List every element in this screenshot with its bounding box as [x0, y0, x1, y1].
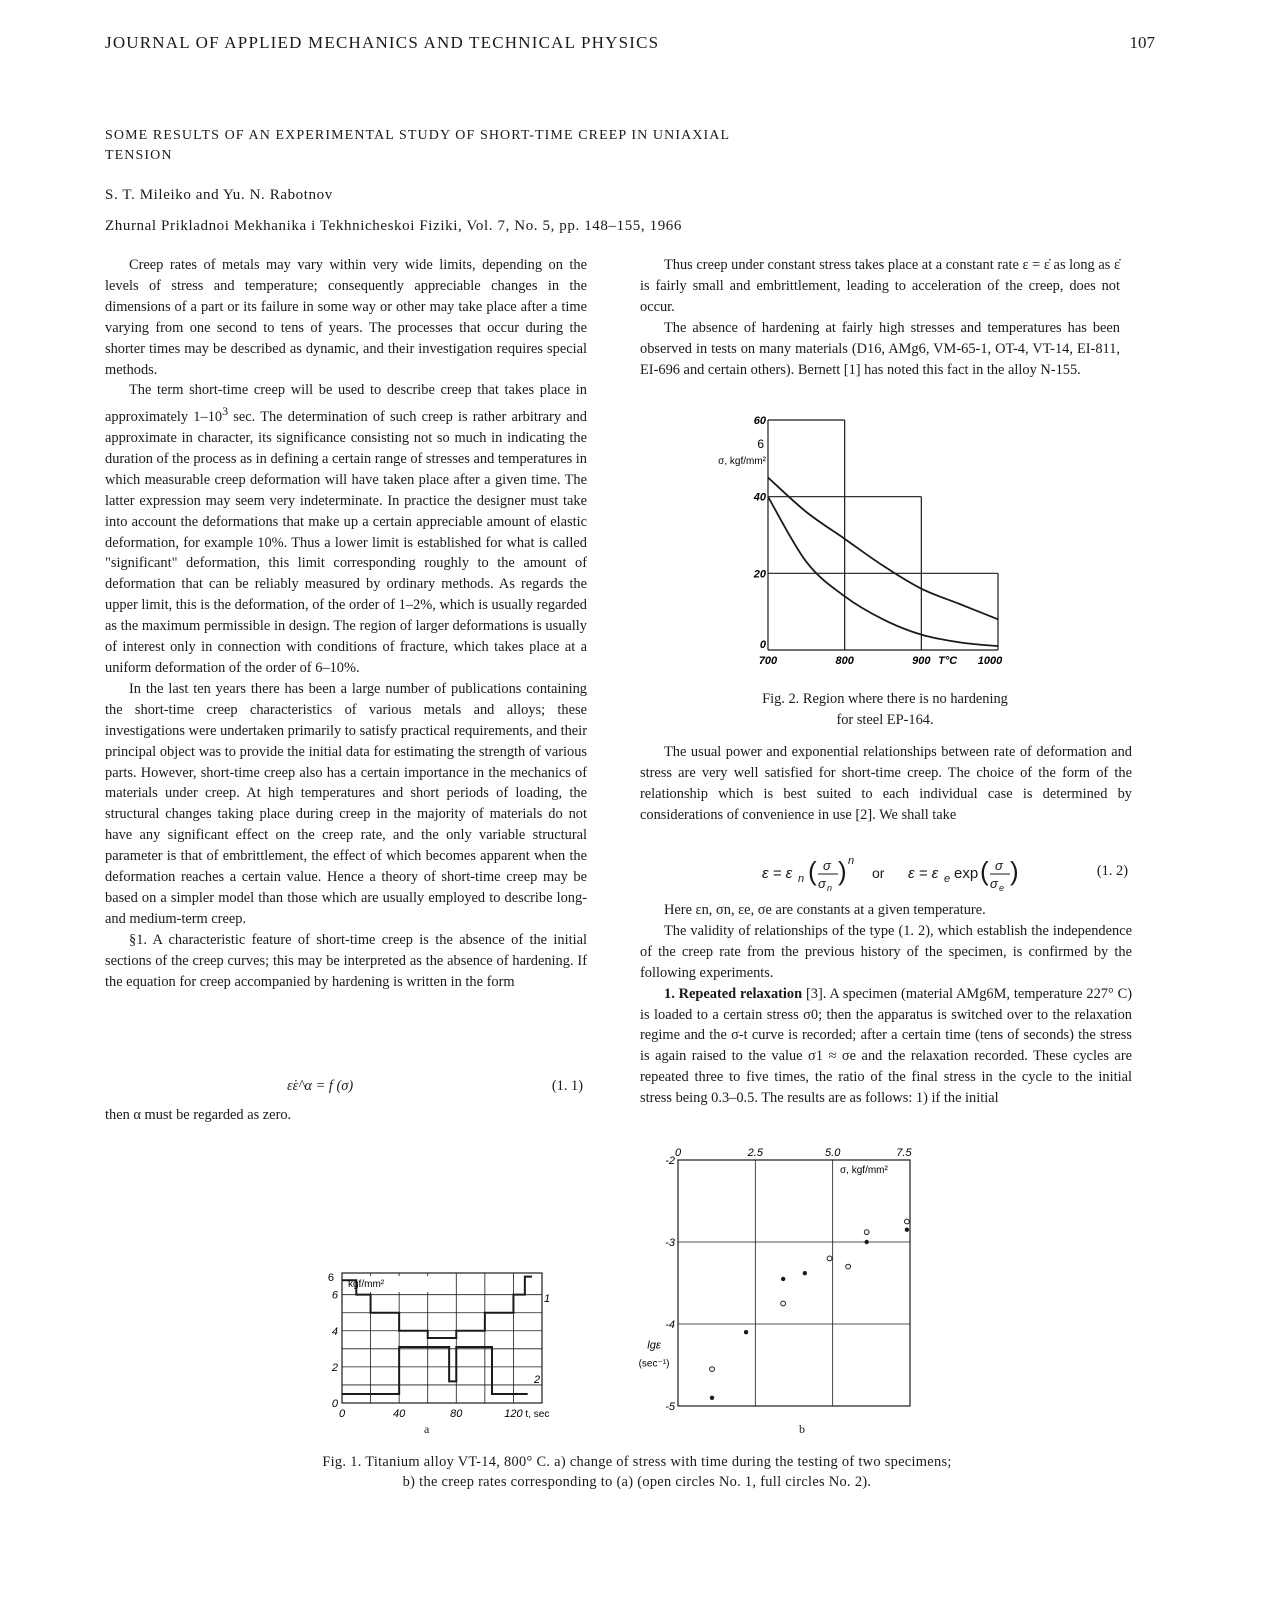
y-axis-label: σ, kgf/mm²: [718, 456, 766, 467]
paragraph: In the last ten years there has been a large number of publications containing the short-time creep characteristics of various metals and alloys; these investigations were undertaken primarily to satisfy practical requirements, and their principal object was to provide the initial data for estimating the strength of various parts. However, short-time creep also has a certain importance in the mechanics of materials under creep. At high temperatures and short periods of loading, the structural changes taking place during creep in the majority of materials do not have any significant effect on the creep rate, and the only variable structural parameter is that of embrittlement, the effect of which becomes apparent when the deformation reaches a certain value. Hence a theory of short-time creep may be based on a simpler model than those which are usually employed to describe long-and medium-term creep.: [105, 680, 587, 927]
y-axis-label-unit: (sec⁻¹): [638, 1358, 670, 1370]
figure-1-caption: Fig. 1. Titanium alloy VT-14, 800° C. a) change of stress with time during the testing of two specimens; b) the creep rates corresponding to (a) (open circles No. 1, full circles No. 2).: [322, 1454, 952, 1490]
paragraph: then α must be regarded as zero.: [105, 1107, 292, 1123]
svg-text:σ: σ: [823, 858, 831, 873]
x-tick-label: 5.0: [825, 1147, 841, 1159]
series-label: 1: [544, 1292, 551, 1305]
y-axis-label-extra: 6: [757, 437, 764, 451]
svg-text:σ: σ: [995, 858, 1003, 873]
figure-1a-label: a: [424, 1422, 430, 1436]
y-axis-label: kgf/mm²: [348, 1279, 385, 1290]
paragraph: [105, 380, 587, 678]
svg-text:n: n: [827, 883, 833, 893]
paragraph: Creep rates of metals may vary within very wide limits, depending on the levels of stress and temperature; consequently appreciable changes in the dimensions of a part or its failure in some way or other may take place after a time varying from one second to tens of years. The processes that occur during the shorter times may be described as dynamic, and their investigation requires special methods.: [105, 257, 587, 378]
svg-text:e: e: [999, 883, 1005, 893]
x-tick-label: 0: [338, 1408, 346, 1420]
left-column-end: [105, 1105, 587, 1126]
open-circle-point: [846, 1264, 851, 1269]
article-title: SOME RESULTS OF AN EXPERIMENTAL STUDY OF SHORT-TIME CREEP IN UNIAXIAL TENSION: [105, 128, 730, 163]
svg-text:ε = ε: ε = ε: [762, 865, 793, 882]
x-tick-label: 7.5: [896, 1147, 912, 1159]
y-tick-label: -4: [665, 1319, 675, 1331]
full-circle-point: [803, 1271, 807, 1275]
paragraph-text: The term short-time creep will be used to describe creep that takes place in approximately 1–10: [105, 382, 587, 426]
y-axis-label: lgε: [647, 1339, 661, 1352]
paragraph: §1. A characteristic feature of short-time creep is the absence of the initial sections of the creep curves; this may be interpreted as the absence of hardening. If the equation for creep accompanied by hardening is written in the form: [105, 931, 587, 990]
full-circle-point: [905, 1228, 909, 1232]
x-tick-label: 700: [758, 655, 778, 667]
y-tick-label: 20: [753, 568, 766, 581]
x-tick-label: 0: [674, 1147, 682, 1159]
y-tick-label: -5: [665, 1401, 675, 1413]
svg-text:): ): [838, 856, 847, 886]
svg-text:n: n: [848, 855, 855, 867]
paragraph: [640, 984, 1132, 1109]
superscript: 3: [222, 404, 229, 419]
y-tick-label: 60: [753, 415, 766, 427]
equation-or: or: [872, 865, 885, 881]
y-tick-label: 0: [331, 1398, 338, 1410]
equation-formula: [640, 852, 1132, 896]
x-tick-label: 1000: [977, 655, 1003, 667]
svg-text:ε = ε: ε = ε: [908, 865, 939, 882]
curve-1: [768, 478, 998, 620]
figure-1b-label: b: [799, 1422, 805, 1436]
y-tick-label: 4: [331, 1325, 338, 1338]
open-circle-point: [827, 1256, 832, 1261]
full-circle-point: [710, 1396, 714, 1400]
y-tick-label: 6: [327, 1272, 334, 1284]
open-circle-point: [781, 1301, 786, 1306]
full-circle-point: [781, 1277, 785, 1281]
page-number: 107: [1129, 33, 1155, 52]
svg-text:e: e: [944, 873, 951, 885]
figure-1b-chart: [628, 1140, 928, 1415]
paragraph: Here εn, σn, εe, σe are constants at a given temperature.: [664, 902, 986, 918]
paragraph: The usual power and exponential relationships between rate of deformation and stress are very well satisfied for short-time creep. The choice of the form of the relationship which is best suited to each individual case is determined by considerations of convenience in use [2]. We shall take: [640, 744, 1132, 823]
open-circle-point: [710, 1367, 715, 1372]
series-label: 2: [534, 1374, 541, 1387]
equation-formula: ε̇ε^α = f (σ): [287, 1078, 354, 1094]
y-tick-label: 0: [759, 639, 766, 651]
paragraph-text: [3]. A specimen (material AMg6M, temperature 227° C) is loaded to a certain stress σ0; then the apparatus is switched over to the relaxation regime and the σ-t curve is recorded; after a certain time (tens of seconds) the stress is again raised to the value σ1 ≈ σe and the relaxation recorded. These cycles are repeated three to five times, the ratio of the final stress in the cycle to the initial stress being 0.3–0.5. The results are as follows: 1) if the initial: [640, 985, 1132, 1107]
svg-text:σ: σ: [990, 876, 998, 891]
x-axis-label: σ, kgf/mm²: [840, 1165, 888, 1176]
series-2-line: [342, 1347, 528, 1394]
x-axis-label: T°C: [938, 655, 958, 667]
right-column-top: [640, 255, 1120, 380]
figure-2-caption: [740, 689, 1030, 731]
right-column-middle: [640, 742, 1132, 826]
paragraph: Thus creep under constant stress takes place at a constant rate ε = ε̇ as long as ε̇ is fairly small and embrittlement, leading to acceleration of the creep, does not occur.: [640, 257, 1120, 315]
svg-text:exp: exp: [954, 865, 979, 882]
x-tick-label: 2.5: [747, 1147, 763, 1159]
x-tick-label: 40: [393, 1408, 406, 1420]
article-authors: S. T. Mileiko and Yu. N. Rabotnov: [105, 187, 333, 203]
open-circle-point: [905, 1219, 910, 1224]
svg-text:(: (: [980, 856, 989, 886]
y-tick-label: 2: [331, 1361, 338, 1374]
y-tick-label: -3: [665, 1237, 675, 1249]
paragraph: The validity of relationships of the type (1. 2), which establish the independence of the creep rate from the previous history of the specimen, is confirmed by the following experiments.: [640, 922, 1132, 981]
left-column: [105, 255, 587, 993]
svg-text:n: n: [798, 873, 805, 885]
figure-1a-chart: [320, 1265, 580, 1425]
svg-text:): ): [1010, 856, 1019, 886]
y-tick-label: 6: [331, 1289, 338, 1302]
journal-name: JOURNAL OF APPLIED MECHANICS AND TECHNICAL PHYSICS: [105, 33, 660, 52]
article-citation: Zhurnal Prikladnoi Mekhanika i Tekhnicheskoi Fiziki, Vol. 7, No. 5, pp. 148–155, 1966: [105, 218, 682, 234]
y-tick-label: 40: [753, 491, 766, 504]
curve-2: [768, 497, 998, 647]
caption-line: Fig. 2. Region where there is no hardening: [762, 691, 1008, 707]
svg-text:σ: σ: [818, 876, 826, 891]
x-axis-label: t, sec: [525, 1409, 550, 1420]
right-column-bottom: [640, 900, 1132, 1109]
paragraph: The absence of hardening at fairly high stresses and temperatures has been observed in tests on many materials (D16, AMg6, VM-65-1, OT-4, VT-14, EI-811, EI-696 and certain others). Bernett [1] has noted this fact in the alloy N-155.: [640, 319, 1120, 378]
equation-1-2: [640, 852, 1132, 896]
equation-number: (1. 2): [1096, 863, 1128, 879]
svg-text:(: (: [808, 856, 817, 886]
paragraph-text: sec. The determination of such creep is rather arbitrary and approximate in character, its significance consisting not so much in indicating the duration of the process as in defining a certain range of stresses and temperatures in which measurable creep deformation will have taken place after a given time. The latter expression may seem very indeterminate. In practice the designer must take into account the deformations that make up a certain appreciable amount of elastic deformation, for example 10%. Thus a lower limit is established for what is called "significant" deformation, this limit corresponding roughly to the amount of deformation that can be reliably measured by ordinary methods. As regards the upper limit, this is the deformation, of the order of 1–2%, which is usually regarded as the maximum permissible in design. The region of larger deformations is usually of interest only in connection with conditions of fracture, which takes place at a uniform deformation of the order of 6–10%.: [105, 409, 587, 677]
full-circle-point: [744, 1330, 748, 1334]
open-circle-point: [864, 1230, 869, 1235]
full-circle-point: [864, 1240, 868, 1244]
running-header: [105, 33, 1155, 53]
caption-line: for steel EP-164.: [836, 712, 934, 728]
figure-2-chart: [680, 410, 1040, 680]
y-tick-label: -2: [665, 1155, 675, 1167]
x-tick-label: 800: [835, 655, 854, 667]
paragraph-lead: 1. Repeated relaxation: [664, 985, 803, 1002]
x-tick-label: 120: [504, 1408, 523, 1420]
x-tick-label: 80: [450, 1408, 463, 1420]
x-tick-label: 900: [912, 655, 931, 667]
equation-number: (1. 1): [551, 1078, 583, 1094]
